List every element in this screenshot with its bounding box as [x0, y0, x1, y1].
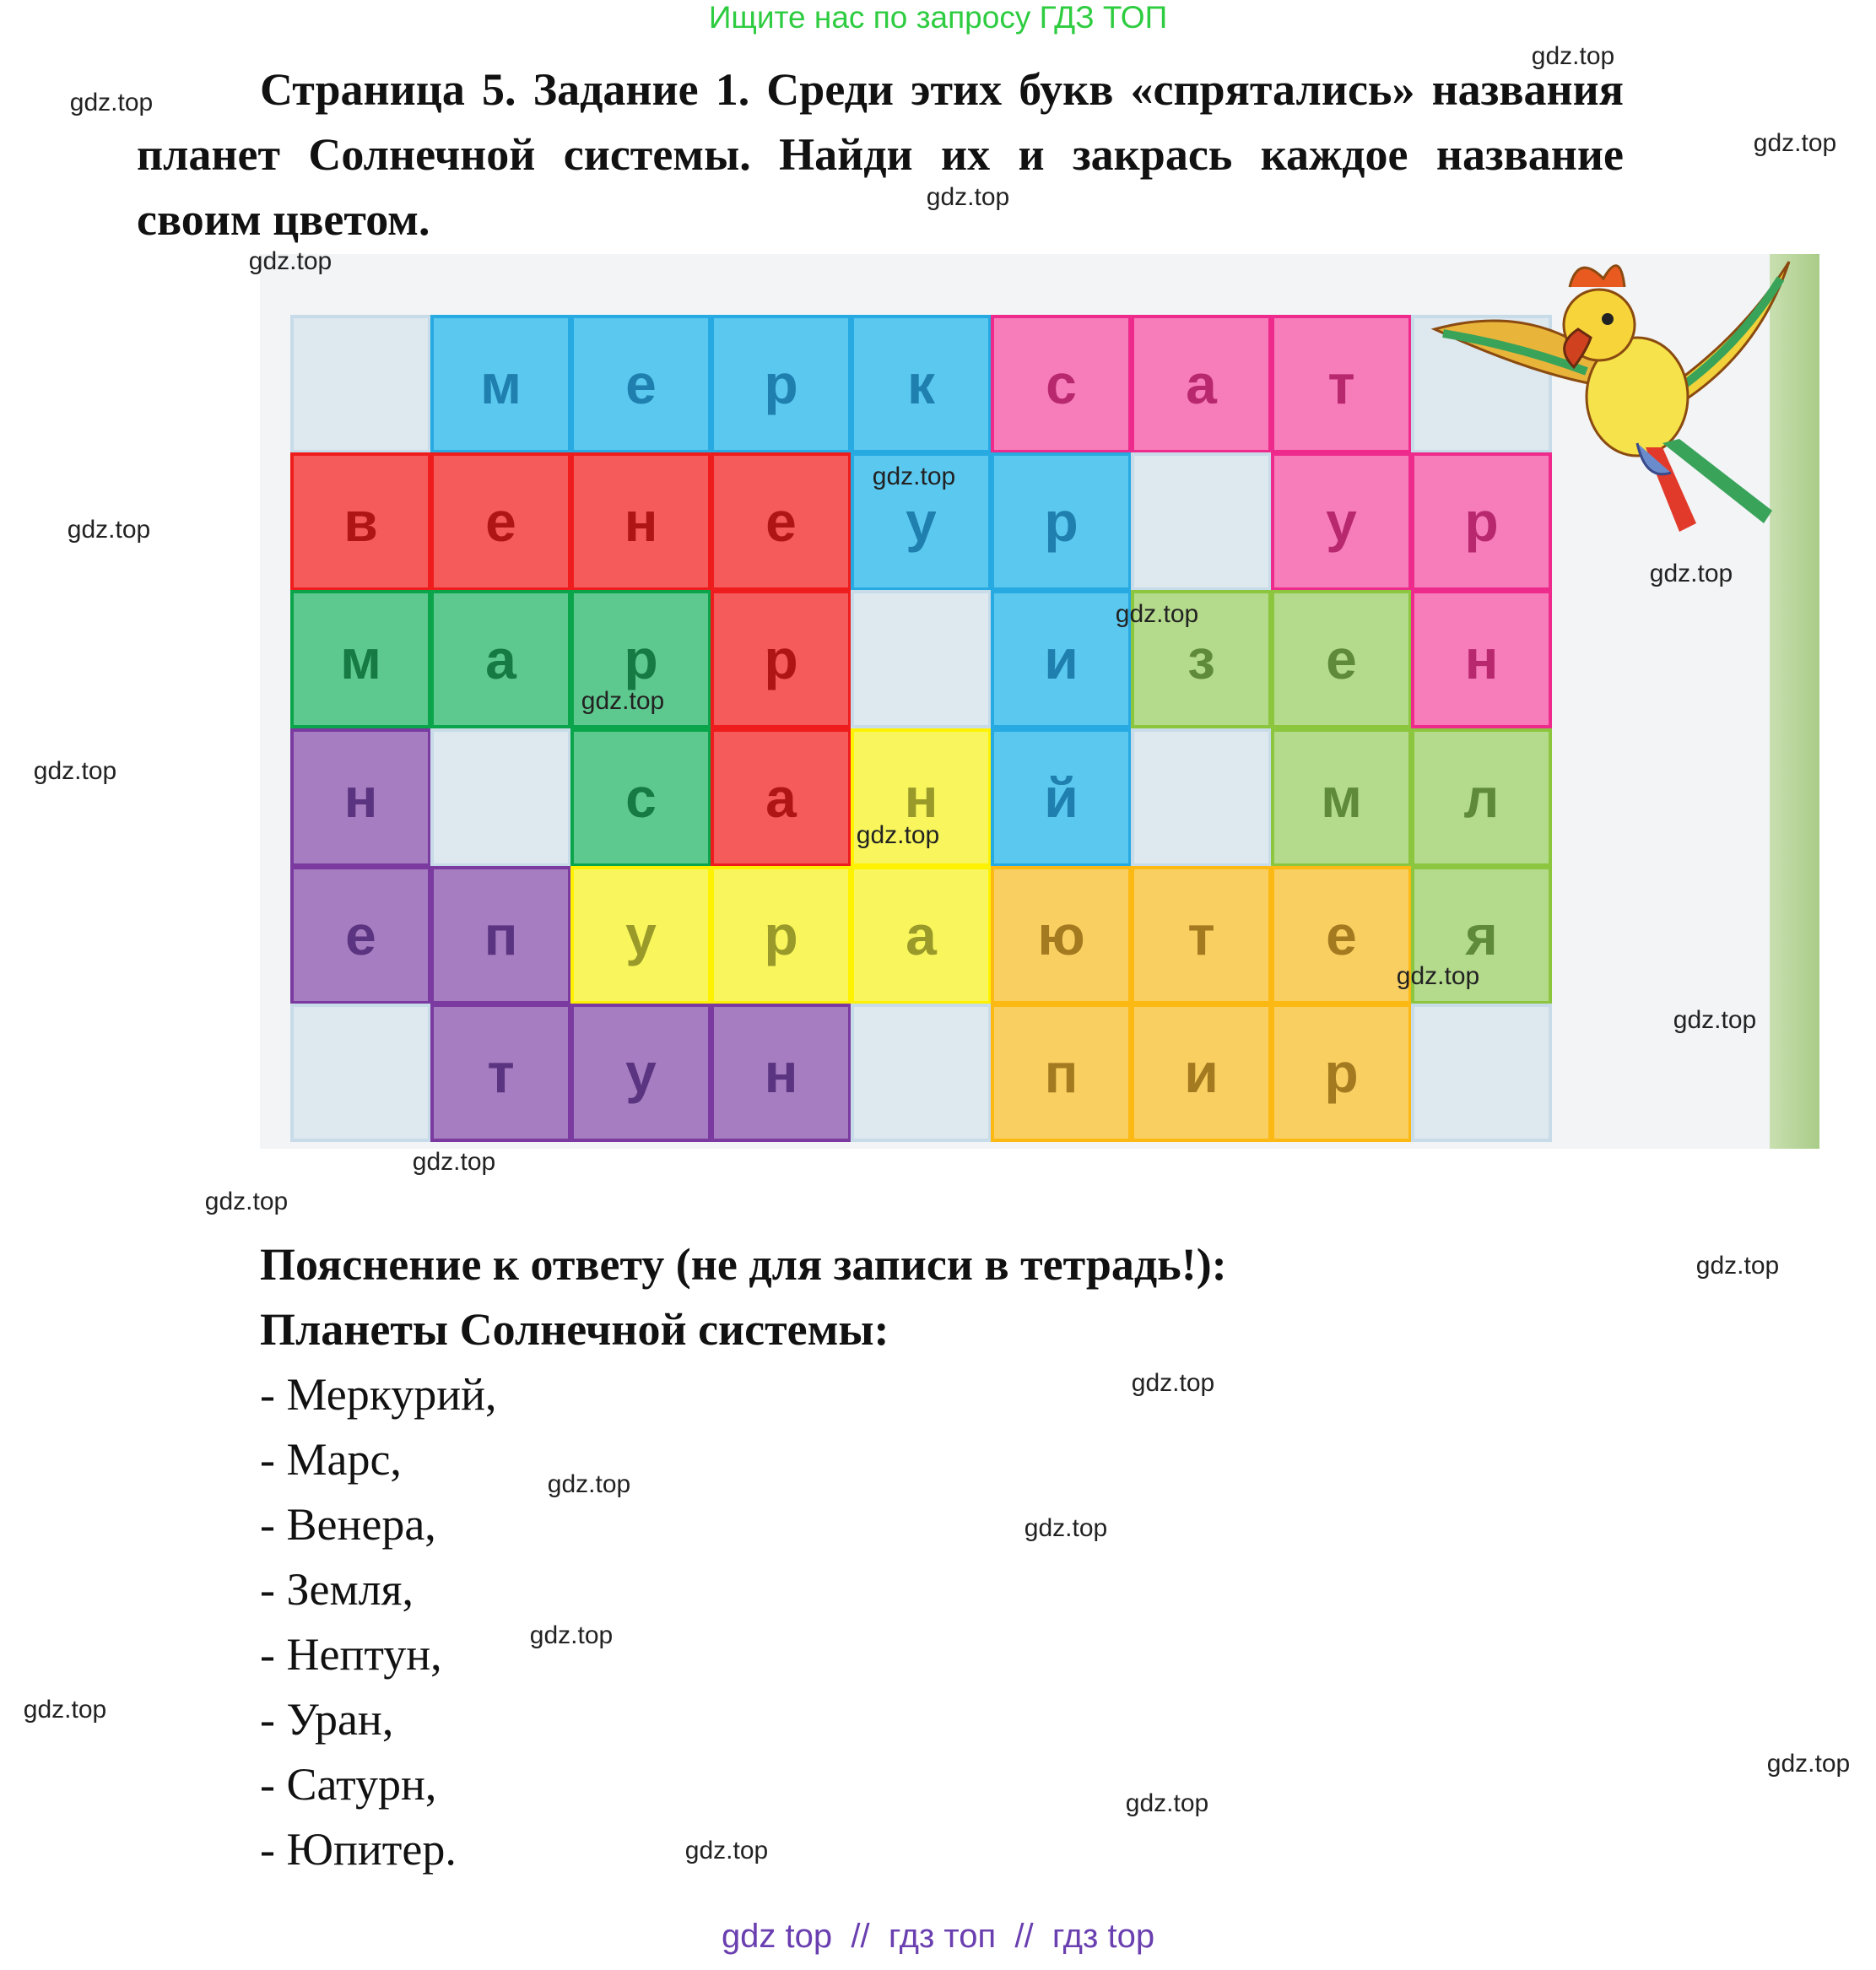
- watermark: gdz.top: [204, 1188, 289, 1215]
- planet-item: - Марс,: [260, 1434, 402, 1485]
- grid-cell-empty[interactable]: [1131, 452, 1272, 591]
- watermark: gdz.top: [1531, 42, 1615, 70]
- grid-cell-letter[interactable]: м: [430, 315, 571, 453]
- grid-cell-letter[interactable]: т: [430, 1004, 571, 1142]
- grid-cell-letter[interactable]: у: [570, 866, 711, 1004]
- watermark: gdz.top: [1766, 1750, 1851, 1778]
- footer-links[interactable]: gdz top // гдз топ // гдз top: [721, 1918, 1155, 1955]
- grid-cell-letter[interactable]: л: [1411, 728, 1552, 867]
- watermark: gdz.top: [67, 516, 151, 544]
- watermark: gdz.top: [872, 463, 956, 490]
- grid-cell-letter[interactable]: с: [570, 728, 711, 867]
- grid-cell-letter[interactable]: р: [1411, 452, 1552, 591]
- grid-cell-letter[interactable]: и: [1131, 1004, 1272, 1142]
- watermark: gdz.top: [1131, 1369, 1215, 1397]
- search-banner[interactable]: Ищите нас по запросу ГДЗ ТОП: [708, 0, 1168, 35]
- grid-cell-letter[interactable]: з: [1131, 590, 1272, 728]
- grid-cell-letter[interactable]: е: [570, 315, 711, 453]
- parrot-illustration: [1426, 253, 1814, 540]
- watermark: gdz.top: [926, 183, 1010, 211]
- watermark: gdz.top: [1115, 600, 1199, 628]
- watermark: gdz.top: [248, 247, 332, 275]
- watermark: gdz.top: [1673, 1006, 1757, 1034]
- watermark: gdz.top: [69, 89, 154, 116]
- grid-cell-empty[interactable]: [290, 1004, 431, 1142]
- grid-cell-letter[interactable]: ю: [991, 866, 1132, 1004]
- watermark: gdz.top: [529, 1621, 614, 1649]
- letter-grid: [290, 315, 1551, 1141]
- grid-cell-letter[interactable]: р: [1271, 1004, 1412, 1142]
- grid-cell-letter[interactable]: а: [430, 590, 571, 728]
- grid-cell-letter[interactable]: н: [711, 1004, 851, 1142]
- grid-cell-empty[interactable]: [430, 728, 571, 867]
- grid-cell-letter[interactable]: н: [851, 728, 992, 867]
- planet-item: - Юпитер.: [260, 1824, 457, 1875]
- watermark: gdz.top: [412, 1148, 496, 1176]
- watermark: gdz.top: [1024, 1514, 1108, 1542]
- grid-cell-letter[interactable]: е: [711, 452, 851, 591]
- planet-item: - Земля,: [260, 1564, 414, 1615]
- grid-cell-letter[interactable]: р: [711, 866, 851, 1004]
- grid-cell-letter[interactable]: й: [991, 728, 1132, 867]
- watermark: gdz.top: [684, 1837, 769, 1864]
- grid-cell-letter[interactable]: м: [290, 590, 431, 728]
- watermark: gdz.top: [1125, 1789, 1209, 1817]
- grid-cell-letter[interactable]: н: [290, 728, 431, 867]
- watermark: gdz.top: [23, 1696, 107, 1724]
- grid-cell-letter[interactable]: е: [1271, 590, 1412, 728]
- planet-item: - Венера,: [260, 1499, 436, 1550]
- grid-cell-empty[interactable]: [1411, 1004, 1552, 1142]
- grid-cell-letter[interactable]: р: [570, 590, 711, 728]
- grid-cell-letter[interactable]: е: [1271, 866, 1412, 1004]
- explanation: [260, 1232, 1227, 1882]
- planet-item: - Уран,: [260, 1694, 394, 1745]
- grid-cell-letter[interactable]: в: [290, 452, 431, 591]
- explanation-heading: Пояснение к ответу (не для записи в тетрадь!):: [260, 1239, 1227, 1290]
- grid-cell-letter[interactable]: р: [991, 452, 1132, 591]
- grid-cell-letter[interactable]: р: [711, 315, 851, 453]
- grid-cell-letter[interactable]: р: [711, 590, 851, 728]
- grid-cell-letter[interactable]: м: [1271, 728, 1412, 867]
- grid-cell-empty[interactable]: [851, 590, 992, 728]
- grid-cell-letter[interactable]: п: [430, 866, 571, 1004]
- grid-cell-letter[interactable]: т: [1131, 866, 1272, 1004]
- grid-cell-letter[interactable]: я: [1411, 866, 1552, 1004]
- grid-cell-letter[interactable]: у: [851, 452, 992, 591]
- watermark: gdz.top: [33, 757, 117, 785]
- watermark: gdz.top: [547, 1470, 631, 1498]
- planet-item: - Сатурн,: [260, 1759, 437, 1810]
- grid-cell-letter[interactable]: у: [570, 1004, 711, 1142]
- explanation-subheading: Планеты Солнечной системы:: [260, 1304, 889, 1355]
- grid-cell-letter[interactable]: а: [1131, 315, 1272, 453]
- grid-cell-empty[interactable]: [1131, 728, 1272, 867]
- watermark: gdz.top: [856, 821, 940, 849]
- grid-cell-letter[interactable]: к: [851, 315, 992, 453]
- grid-cell-letter[interactable]: а: [711, 728, 851, 867]
- watermark: gdz.top: [1695, 1252, 1780, 1280]
- grid-cell-letter[interactable]: т: [1271, 315, 1412, 453]
- grid-cell-letter[interactable]: н: [570, 452, 711, 591]
- grid-cell-letter[interactable]: а: [851, 866, 992, 1004]
- grid-cell-empty[interactable]: [290, 315, 431, 453]
- grid-cell-letter[interactable]: п: [991, 1004, 1132, 1142]
- grid-cell-letter[interactable]: с: [991, 315, 1132, 453]
- grid-cell-empty[interactable]: [851, 1004, 992, 1142]
- planet-item: - Нептун,: [260, 1629, 442, 1680]
- watermark: gdz.top: [1649, 560, 1733, 587]
- grid-cell-letter[interactable]: и: [991, 590, 1132, 728]
- task-title: Страница 5. Задание 1. Среди этих букв «спрятались» названия планет Солнечной системы. Найди их и закрась каждое название своим цветом.: [137, 64, 1624, 245]
- grid-cell-letter[interactable]: е: [290, 866, 431, 1004]
- grid-cell-letter[interactable]: н: [1411, 590, 1552, 728]
- planet-item: - Меркурий,: [260, 1369, 497, 1420]
- watermark: gdz.top: [1396, 962, 1480, 990]
- watermark: gdz.top: [1753, 129, 1837, 157]
- grid-cell-letter[interactable]: е: [430, 452, 571, 591]
- watermark: gdz.top: [581, 687, 665, 715]
- grid-cell-letter[interactable]: у: [1271, 452, 1412, 591]
